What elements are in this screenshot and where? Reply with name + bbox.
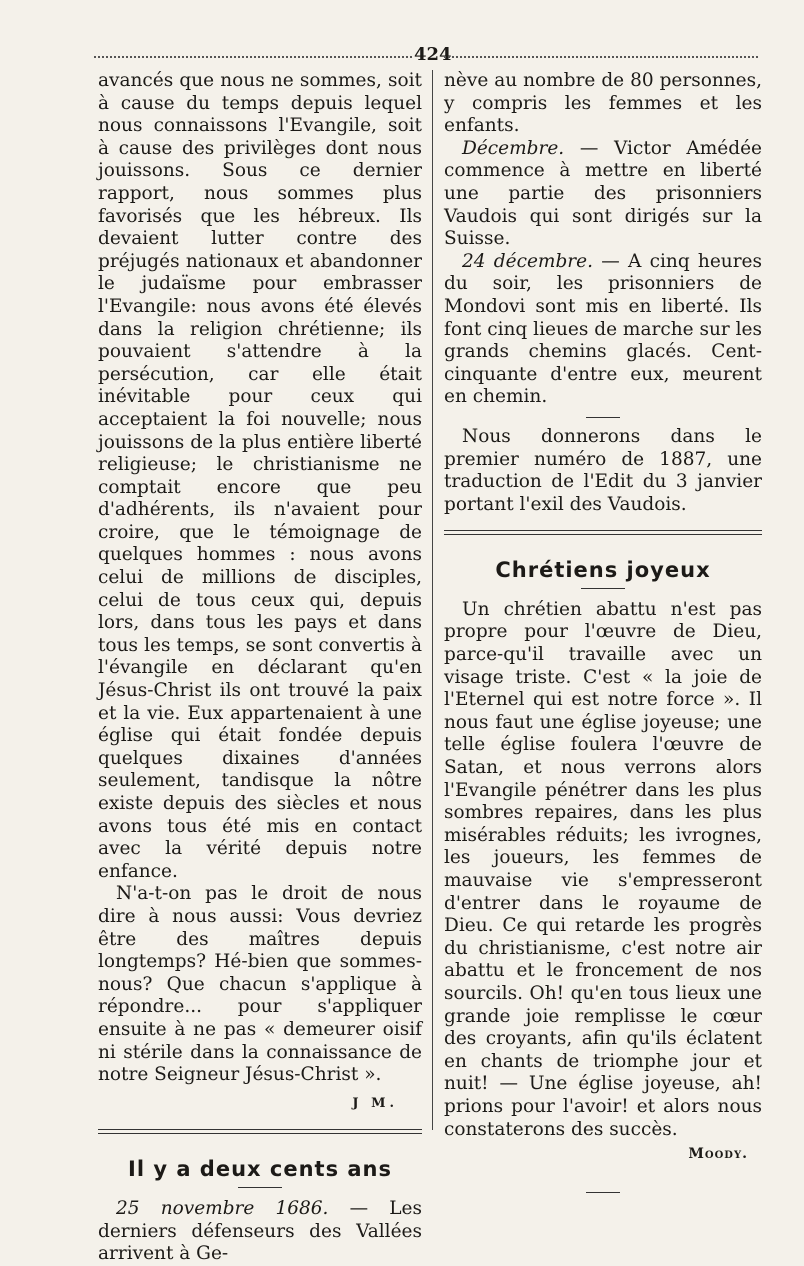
header-dotted-rule-right bbox=[444, 56, 758, 58]
entry-dash bbox=[586, 417, 620, 418]
section-title-deux-cents-ans: Il y a deux cents ans bbox=[128, 1157, 392, 1182]
history-entry-3 bbox=[444, 251, 762, 409]
header-dotted-rule-left bbox=[94, 56, 412, 58]
page-number: 424 bbox=[414, 44, 452, 65]
section-separator-right bbox=[444, 530, 762, 535]
title-dash-left bbox=[238, 1187, 282, 1188]
history-entry-2 bbox=[444, 138, 762, 251]
title-dash-right bbox=[581, 588, 625, 589]
article-chretiens-joyeux: Un chrétien abattu n'est pas propre pour l'œuvre de Dieu, parce-qu'il travaille avec un visage triste. C'est « la joie de l'Eternel qui est notre force ». Il nous faut une église joyeuse; une telle église foulera l'œuvre de Satan, et nous verrons alors l'Evangile pénétrer dans les plus sombres repaires, dans les plus misérables réduits; les ivrognes, les joueurs, les femmes de mauvaise vie s'empresseront d'entrer dans le royaume de Dieu. Ce qui retarde les progrès du christianisme, c'est notre air abattu et le froncement de nos sourcils. Oh! qu'en tous lieux une grande joie remplisse le cœur des croyants, afin qu'ils éclatent en chants de triomphe jour et nuit! — Une église joyeuse, ah! prions pour l'avoir! et alors nous constaterons des succès. bbox=[444, 598, 762, 1140]
entry-3-text: — A cinq heures du soir, les prisonniers de Mondovi sont mis en liberté. Ils font cinq lieues de marche sur les grands chemins glacés. Cent-cinquante d'entre eux, meurent en chemin. bbox=[444, 250, 762, 408]
column-divider bbox=[432, 70, 433, 1130]
left-paragraph-2: N'a-t-on pas le droit de nous dire à nous aussi: Vous devriez être des maîtres depuis longtemps? Hé-bien que sommes-nous? Que chacun s'applique à répondre... pour s'appliquer ensuite à ne pas « demeurer oisif ni stérile dans la connaissance de notre Seigneur Jésus-Christ ». bbox=[98, 883, 422, 1086]
entry-1-date: 25 novembre 1686. bbox=[116, 1197, 329, 1219]
section-separator-left bbox=[98, 1129, 422, 1134]
page-header bbox=[94, 44, 758, 68]
edict-note: Nous donnerons dans le premier numéro de 1887, une traduction de l'Edit du 3 janvier portant l'exil des Vaudois. bbox=[444, 425, 762, 515]
left-paragraph-1: avancés que nous ne sommes, soit à cause du temps depuis lequel nous connaissons l'Evangile, soit à cause des privilèges dont nous jouissons. Sous ce dernier rapport, nous sommes plus favorisés que les hébreux. Ils devaient lutter contre des préjugés nationaux et abandonner le judaïsme pour embrasser l'Evangile: nous avons été élevés dans la religion chrétienne; ils pouvaient s'attendre à la persécution, car elle était inévitable pour ceux qui acceptaient la foi nouvelle; nous jouissons de la plus entière liberté religieuse; le christianisme ne comptait encore que peu d'adhérents, ils n'avaient pour croire, que le témoignage de quelques hommes : nous avons celui de millions de disciples, celui de tous ceux qui, depuis lors, dans tous les pays et dans tous les temps, se sont convertis à l'évangile en déclarant qu'en Jésus-Christ ils ont trouvé la paix et la vie. Eux appartenaient à une église qui était fondée depuis quelques dixaines d'années seulement, tandisque la nôtre existe depuis des siècles et nous avons tous été mis en contact avec la vérité depuis notre enfance. bbox=[98, 70, 422, 882]
entry-1-text: — Les derniers défenseurs des Vallées arrivent à Ge- bbox=[98, 1197, 422, 1265]
section-title-chretiens-joyeux: Chrétiens joyeux bbox=[495, 558, 711, 583]
history-entry-1 bbox=[98, 1198, 422, 1266]
history-entry-1-continued: nève au nombre de 80 personnes, y compris les femmes et les enfants. bbox=[444, 70, 762, 137]
end-dash bbox=[586, 1192, 620, 1193]
entry-2-date: Décembre. bbox=[462, 137, 565, 159]
right-column bbox=[444, 70, 762, 1193]
entry-2-text: — Victor Amédée commence à mettre en liberté une partie des prisonniers Vaudois qui sont dirigés sur la Suisse. bbox=[444, 137, 762, 250]
entry-3-date: 24 décembre. bbox=[462, 250, 593, 272]
article-author: Moody. bbox=[688, 1146, 748, 1163]
signature: J M. bbox=[352, 1095, 398, 1111]
left-column bbox=[98, 70, 422, 1266]
